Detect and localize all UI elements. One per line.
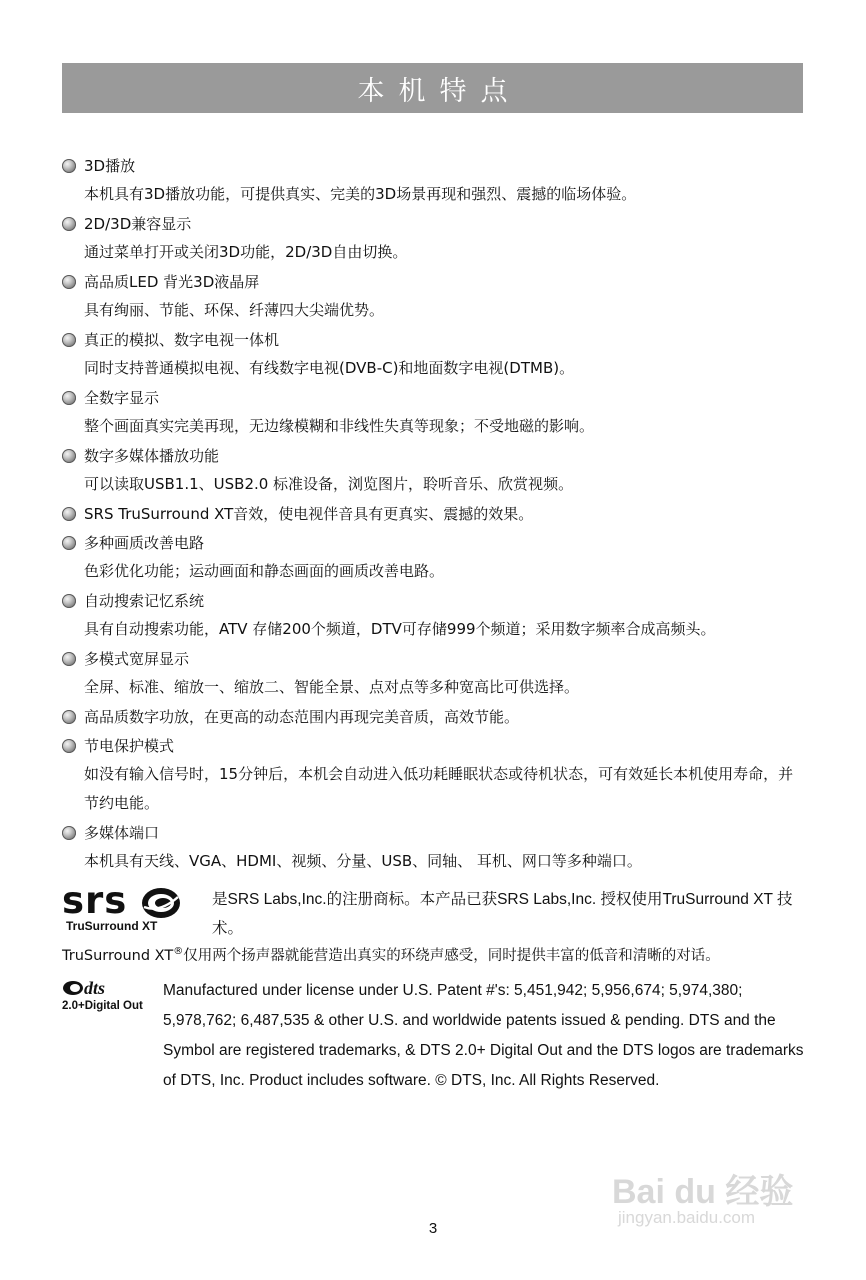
feature-description: 本机具有天线、VGA、HDMI、视频、分量、USB、同轴、 耳机、网口等多种端口。: [84, 852, 642, 870]
feature-item: [62, 151, 803, 180]
feature-description: 本机具有3D播放功能，可提供真实、完美的3D场景再现和强烈、震撼的临场体验。: [84, 185, 637, 203]
feature-description: 可以读取USB1.1、USB2.0 标准设备，浏览图片，聆听音乐、欣赏视频。: [84, 475, 574, 493]
bullet-icon: [62, 594, 76, 608]
bullet-icon: [62, 652, 76, 666]
feature-description: 色彩优化功能；运动画面和静态画面的画质改善电路。: [84, 562, 445, 580]
feature-description: 全屏、标准、缩放一、缩放二、智能全景、点对点等多种宽高比可供选择。: [84, 678, 580, 696]
page-title: 本机特点: [357, 75, 522, 107]
feature-description: 具有绚丽、节能、环保、纤薄四大尖端优势。: [84, 301, 385, 319]
feature-description: 整个画面真实完美再现，无边缘模糊和非线性失真等现象；不受地磁的影响。: [84, 417, 595, 435]
feature-title: 2D/3D兼容显示: [84, 215, 192, 233]
bullet-icon: [62, 275, 76, 289]
feature-title: 数字多媒体播放功能: [84, 447, 220, 465]
bullet-icon: [62, 710, 76, 724]
srs-swirl-icon: [140, 885, 182, 921]
trusurround-prefix: TruSurround XT: [62, 948, 174, 964]
feature-item: [62, 325, 803, 354]
feature-title: 自动搜索记忆系统: [84, 592, 205, 610]
feature-title: 多媒体端口: [84, 824, 160, 842]
bullet-icon: [62, 826, 76, 840]
feature-title: 3D播放: [84, 157, 136, 175]
dts-logo: [62, 978, 152, 1018]
feature-item: [62, 209, 803, 238]
trusurround-note: [62, 944, 720, 965]
srs-logo-word: srs: [62, 879, 128, 922]
feature-title: 全数字显示: [84, 389, 160, 407]
dts-logo-word: dts: [84, 978, 106, 998]
header-bar: [62, 63, 803, 113]
dts-logo-subtitle: 2.0+Digital Out: [62, 1000, 143, 1012]
feature-list: [62, 151, 803, 876]
dts-logo-mark: [62, 978, 105, 999]
watermark-brand: Bai du 经验: [612, 1173, 794, 1211]
feature-item: [62, 528, 803, 557]
feature-title: 多模式宽屏显示: [84, 650, 190, 668]
dts-license-text: Manufactured under license under U.S. Patent #'s: 5,451,942; 5,956,674; 5,974,380; 5,978,762; 6,487,535 & other U.S. and worldwide patents issued & pending. DTS and the Symbol are registered trademarks, & DTS 2.0+ Digital Out and the DTS logos are trademarks of DTS, Inc. Product includes software. © DTS, Inc. All Rights Reserved.: [163, 982, 804, 1089]
feature-item: [62, 586, 803, 615]
feature-description: 通过菜单打开或关闭3D功能，2D/3D自由切换。: [84, 243, 408, 261]
bullet-icon: [62, 391, 76, 405]
feature-description: 同时支持普通模拟电视、有线数字电视(DVB-C)和地面数字电视(DTMB)。: [84, 359, 575, 377]
feature-item: [62, 383, 803, 412]
dts-disc-icon: [62, 980, 84, 996]
feature-item: [62, 644, 803, 673]
page-number: 3: [428, 1220, 438, 1237]
srs-trademark-text: 是SRS Labs,Inc.的注册商标。本产品已获SRS Labs,Inc. 授权使用TruSurround XT 技术。: [212, 891, 793, 937]
bullet-icon: [62, 449, 76, 463]
feature-item: [62, 818, 803, 847]
feature-item: [62, 499, 803, 528]
feature-description: 具有自动搜索功能，ATV 存储200个频道，DTV可存储999个频道；采用数字频率合成高频头。: [84, 620, 716, 638]
srs-logo: [62, 879, 182, 937]
registered-mark: ®: [173, 946, 184, 958]
feature-title: SRS TruSurround XT音效，使电视伴音具有更真实、震撼的效果。: [84, 505, 534, 523]
feature-item: [62, 267, 803, 296]
baidu-watermark: [612, 1150, 812, 1230]
bullet-icon: [62, 217, 76, 231]
bullet-icon: [62, 333, 76, 347]
feature-title: 高品质LED 背光3D液晶屏: [84, 273, 260, 291]
feature-title: 真正的模拟、数字电视一体机: [84, 331, 280, 349]
watermark-url: jingyan.baidu.com: [618, 1208, 756, 1227]
feature-item: [62, 441, 803, 470]
trusurround-text: 仅用两个扬声器就能营造出真实的环绕声感受，同时提供丰富的低音和清晰的对话。: [183, 948, 720, 964]
feature-title: 高品质数字功放，在更高的动态范围内再现完美音质，高效节能。: [84, 708, 520, 726]
feature-description: 如没有输入信号时，15分钟后，本机会自动进入低功耗睡眠状态或待机状态，可有效延长本机使用寿命，并节约电能。: [84, 765, 794, 812]
feature-title: 多种画质改善电路: [84, 534, 205, 552]
feature-item: [62, 731, 803, 760]
bullet-icon: [62, 507, 76, 521]
feature-item: [62, 702, 803, 731]
bullet-icon: [62, 739, 76, 753]
bullet-icon: [62, 159, 76, 173]
bullet-icon: [62, 536, 76, 550]
feature-title: 节电保护模式: [84, 737, 175, 755]
srs-logo-subtitle: TruSurround XT: [66, 919, 158, 933]
